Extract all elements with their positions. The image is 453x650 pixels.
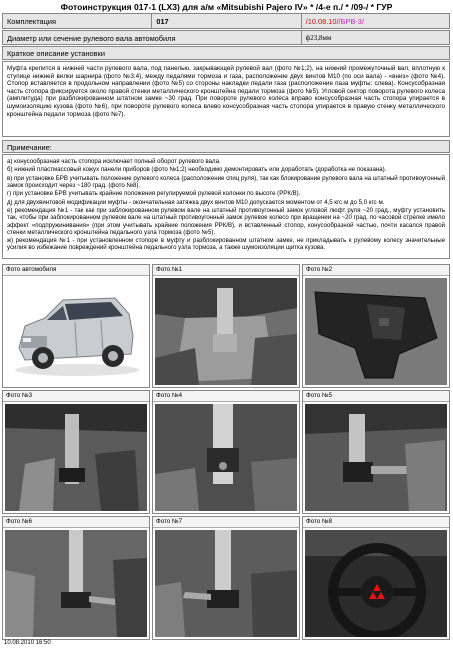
header-row-diameter — [2, 30, 450, 45]
label-diameter: Диаметр или сечение рулевого вала автомобиля — [3, 31, 302, 44]
photo-1 — [152, 264, 300, 388]
note-item: г) при установке БРВ учитывать крайние положения регулируемой рулевой колонки по высоте (РРК/В). — [7, 190, 301, 198]
photo-1-image — [155, 278, 297, 385]
photo-6-image — [5, 530, 147, 637]
photo-8-image — [305, 530, 447, 637]
value-complect: 017 — [152, 14, 301, 28]
note-item: ж) рекомендация №1 - при установленном стопоре в муфту и разблокированном штатном замке, не прикладывать к рулевому колесу значительные усилия во избежание повреждений кронштейна педального узла тормоза, а также шумоизоляции щитка кузова. — [7, 237, 445, 252]
note-item: е) рекомендация №1 - так как при заблокированном рулевом вале на штатный противоугонный замок угловой люфт руля ~20 град., муфту установить так, чтобы при заблокированном рулевом вале на штатный противоугонный замок рулевое колесо при вращении на ~20 град. по часовой стрелке имело эффект «подпружинивания» (при этом учитывать крайние положения РРК/В), и вставленный стопор, конусообразной частью, почти касался правой стенки металлического кронштейна педального узла тормоза (фото №5). — [7, 207, 445, 236]
notes-header: Примечание: — [2, 140, 450, 153]
photo-caption: Фото автомобиля — [3, 265, 149, 276]
photo-caption: Фото №7 — [153, 517, 299, 528]
photo-caption: Фото №4 — [153, 391, 299, 402]
note-item: б) нижний пластмассовый кожух панели приборов (фото №1;2) необходимо демонтировать или доработать (доработка не показана). — [7, 166, 387, 174]
photo-5 — [302, 390, 450, 514]
notes-list — [2, 154, 450, 259]
label-complect: Комплектация — [3, 14, 152, 28]
label-brief: Краткое описание установки — [2, 46, 450, 60]
photo-car — [2, 264, 150, 388]
photo-caption: Фото №6 — [3, 517, 149, 528]
value-diameter: ф23,8мм — [305, 34, 332, 42]
photo-4-image — [155, 404, 297, 511]
date-cell — [302, 14, 449, 28]
photo-caption: Фото №5 — [303, 391, 449, 402]
photo-caption: Фото №3 — [3, 391, 149, 402]
photo-caption: Фото №8 — [303, 517, 449, 528]
document-title: Фотоинструкция 017-1 (LX3) для а/м «Mitsubishi Pajero IV» * /4-е п./ * /09-/ * ГУР — [60, 2, 393, 12]
photo-7-image — [155, 530, 297, 637]
footer-timestamp: 10.08.2010 16:50 — [4, 640, 51, 646]
photo-8 — [302, 516, 450, 640]
photo-5-image — [305, 404, 447, 511]
photo-2-image — [305, 278, 447, 385]
photo-4 — [152, 390, 300, 514]
photo-caption: Фото №2 — [303, 265, 449, 276]
note-item: а) конусообразная часть стопора исключает полный оборот рулевого вала. — [7, 158, 221, 165]
description-text: Муфта крепится в нижней части рулевого вала, под панелью, закрывающей рулевой вал (фото №1;2), на нижний промежуточный вал, вплотную к ступице нижней вилки шарнира (фото №3;4), между педалями тормоза и газа, расположение двух винтов М10 (по оси вала) - «вниз» (фото №4). Стопор вставляется в продольном направлении (фото №5) со стороны накладки педали газа (расположение паза муфты: слева). Консусобразная часть стопора фиксируется около правой стенки металлического кронштейна педали тормоза (фото №5). Угловой сектор поворота рулевого колеса (амплитуда) при разблокированном штатном замке ~30 град. При повороте рулевого колеса вправо консусобразная часть стопора упирается в шумоизоляцию кузова (фото №6), при повороте рулевого колеса влево консусобразная часть стопора упирается в правую стенку металлического кронштейна педали тормоза (фото №7). — [2, 61, 450, 137]
photo-2 — [302, 264, 450, 388]
car-image — [5, 278, 147, 385]
note-item: в) при установке БРВ учитывать положение рулевого колеса (расположение спиц руля), так как блокирование рулевого вала на штатный противоугонный замок происходит через ~180 град. (фото №8). — [7, 174, 445, 189]
date-value: /10.08.10/ — [305, 16, 339, 26]
photo-3 — [2, 390, 150, 514]
header-row-complect — [2, 13, 450, 29]
photo-3-image — [5, 404, 147, 511]
photo-caption: Фото №1 — [153, 265, 299, 276]
note-item: д) для двухвинтовой модификации муфты - окончательная затяжка двух винтов М10 допускается моментом от 4,5 кгс·м до 5,0 кгс·м. — [7, 198, 385, 206]
photo-7 — [152, 516, 300, 640]
photo-6 — [2, 516, 150, 640]
brv-value: /БРВ-3/ — [338, 16, 364, 26]
